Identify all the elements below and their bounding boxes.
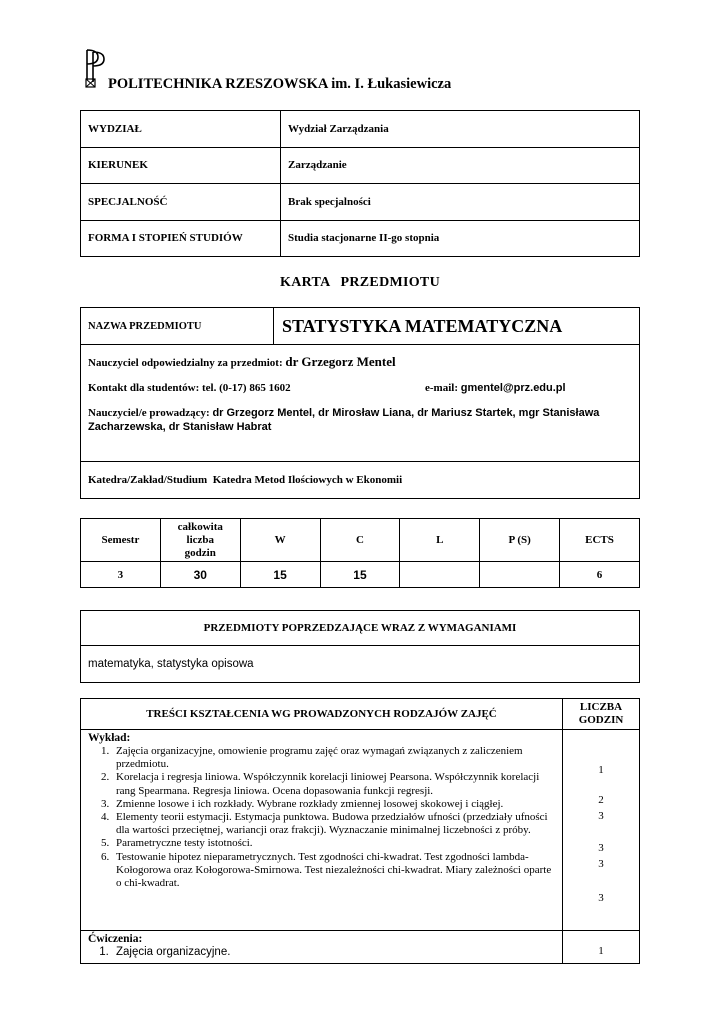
contact-label: Kontakt dla studentów: tel. (0-17) 865 1602 bbox=[88, 382, 291, 394]
table-row bbox=[81, 646, 640, 683]
leaders-value: dr Grzegorz Mentel, dr Mirosław Liana, dr Mariusz Startek, mgr Stanisława Zacharzewska, dr Stanisław Habrat bbox=[88, 407, 600, 433]
info-value: Wydział Zarządzania bbox=[281, 111, 640, 148]
subject-details bbox=[81, 345, 640, 462]
list-item: 6. Testowanie hipotez nieparametrycznych. Test zgodności chi-kwadrat. Test zgodności lambda-Kołogorowa oraz Kołogorowa-Smirnowa. Test niezależności chi-kwadrat. Miary zależności oparte o chi-kwadrat. bbox=[112, 851, 555, 891]
value-semestr: 3 bbox=[81, 562, 161, 588]
lecture-hours-3: 3 bbox=[598, 810, 604, 822]
email-label: e-mail: bbox=[425, 382, 458, 394]
teacher-name: dr Grzegorz Mentel bbox=[285, 354, 396, 369]
list-item: 4. Elementy teorii estymacji. Estymacja punktowa. Budowa przedziałów ufności (przedziały ufności dla wartości przeciętnej, wariancji oraz frakcji). Wyznaczanie minimalnej liczebności z próby. bbox=[112, 811, 555, 837]
table-header-row bbox=[81, 519, 640, 562]
table-row bbox=[81, 462, 640, 499]
lecture-hours-6: 3 bbox=[598, 892, 604, 904]
table-row bbox=[81, 220, 640, 257]
header-total-line1: całkowita bbox=[177, 520, 223, 533]
lecture-list bbox=[88, 745, 555, 890]
subject-name-label: NAZWA PRZEDMIOTU bbox=[81, 308, 274, 345]
table-row bbox=[81, 184, 640, 221]
info-label: FORMA I STOPIEŃ STUDIÓW bbox=[81, 220, 281, 257]
table-row bbox=[81, 308, 640, 345]
table-row bbox=[81, 345, 640, 462]
header-semestr: Semestr bbox=[81, 519, 161, 562]
list-item: 3. Zmienne losowe i ich rozkłady. Wybrane rozkłady zmiennej losowej skokowej i ciągłej. bbox=[112, 798, 555, 811]
lecture-hours-1: 1 bbox=[598, 764, 604, 776]
prerequisites-content: matematyka, statystyka opisowa bbox=[81, 646, 640, 683]
exercise-hours bbox=[563, 931, 640, 964]
hours-header-line2: GODZIN bbox=[578, 714, 624, 726]
exercise-hours-1: 1 bbox=[598, 945, 604, 957]
email-block bbox=[425, 381, 566, 395]
subject-table bbox=[80, 307, 640, 499]
list-item: 1. Zajęcia organizacyjne. bbox=[112, 946, 555, 959]
lecture-title: Wykład: bbox=[88, 732, 131, 744]
department-value: Katedra Metod Ilościowych w Ekonomii bbox=[212, 474, 403, 486]
value-total: 30 bbox=[160, 562, 240, 588]
header-ects: ECTS bbox=[560, 519, 640, 562]
leaders-line bbox=[88, 406, 632, 434]
info-label: KIERUNEK bbox=[81, 147, 281, 184]
info-value: Studia stacjonarne II-go stopnia bbox=[281, 220, 640, 257]
faculty-info-table bbox=[80, 110, 640, 257]
lecture-content bbox=[81, 730, 563, 931]
list-item: 5. Parametryczne testy istotności. bbox=[112, 837, 555, 850]
header-total-line2: liczba bbox=[186, 533, 215, 546]
value-c: 15 bbox=[320, 562, 400, 588]
card-title-part2: PRZEDMIOTU bbox=[340, 275, 440, 290]
info-label: SPECJALNOŚĆ bbox=[81, 184, 281, 221]
header-total-line3: godzin bbox=[184, 546, 216, 559]
table-header-row bbox=[81, 699, 640, 730]
department-label: Katedra/Zakład/Studium bbox=[88, 474, 208, 486]
lecture-hours-4: 3 bbox=[598, 842, 604, 854]
list-item: 1. Zajęcia organizacyjne, omowienie programu zajęć oraz wymagań związanych z zaliczeniem przedmiotu. bbox=[112, 745, 555, 771]
email-value[interactable]: gmentel@prz.edu.pl bbox=[460, 382, 566, 394]
hours-table bbox=[80, 518, 640, 588]
value-l bbox=[400, 562, 480, 588]
lecture-hours-2: 2 bbox=[598, 794, 604, 806]
leaders-label: Nauczyciel/e prowadzący: bbox=[88, 407, 210, 419]
exercise-title: Ćwiczenia: bbox=[88, 933, 143, 945]
value-w: 15 bbox=[240, 562, 320, 588]
contents-header: TREŚCI KSZTAŁCENIA WG PROWADZONYCH RODZAJÓW ZAJĘĆ bbox=[81, 699, 563, 730]
info-value: Brak specjalności bbox=[281, 184, 640, 221]
exercise-content bbox=[81, 931, 563, 964]
hours-header bbox=[563, 699, 640, 730]
university-logo bbox=[84, 48, 106, 88]
table-row bbox=[81, 562, 640, 588]
info-value: Zarządzanie bbox=[281, 147, 640, 184]
lecture-hours-5: 3 bbox=[598, 858, 604, 870]
teacher-line bbox=[88, 355, 632, 370]
value-ects: 6 bbox=[560, 562, 640, 588]
university-title: POLITECHNIKA RZESZOWSKA im. I. Łukasiewicza bbox=[108, 76, 452, 92]
table-row bbox=[81, 931, 640, 964]
header-total-hours bbox=[160, 519, 240, 562]
course-contents-table bbox=[80, 698, 640, 964]
exercise-list bbox=[88, 946, 555, 959]
header-w: W bbox=[240, 519, 320, 562]
value-p bbox=[480, 562, 560, 588]
hours-header-line1: LICZBA bbox=[579, 701, 623, 713]
subject-name-value: STATYSTYKA MATEMATYCZNA bbox=[274, 308, 640, 345]
info-label: WYDZIAŁ bbox=[81, 111, 281, 148]
table-row bbox=[81, 111, 640, 148]
table-row bbox=[81, 611, 640, 646]
teacher-label: Nauczyciel odpowiedzialny za przedmiot: bbox=[88, 357, 283, 369]
prerequisites-table bbox=[80, 610, 640, 683]
list-item: 2. Korelacja i regresja liniowa. Współczynnik korelacji liniowej Pearsona. Współczynnik korelacji rang Spearmana. Regresja liniowa. Ocena dopasowania funkcji regresji. bbox=[112, 771, 555, 797]
table-row bbox=[81, 730, 640, 931]
card-title-part1: KARTA bbox=[280, 275, 331, 290]
header-p: P (S) bbox=[480, 519, 560, 562]
header-c: C bbox=[320, 519, 400, 562]
header-l: L bbox=[400, 519, 480, 562]
card-title bbox=[80, 275, 640, 291]
prerequisites-header: PRZEDMIOTY POPRZEDZAJĄCE WRAZ Z WYMAGANIAMI bbox=[81, 611, 640, 646]
department-cell bbox=[81, 462, 640, 499]
table-row bbox=[81, 147, 640, 184]
contact-line bbox=[88, 381, 632, 395]
lecture-hours bbox=[563, 730, 640, 931]
